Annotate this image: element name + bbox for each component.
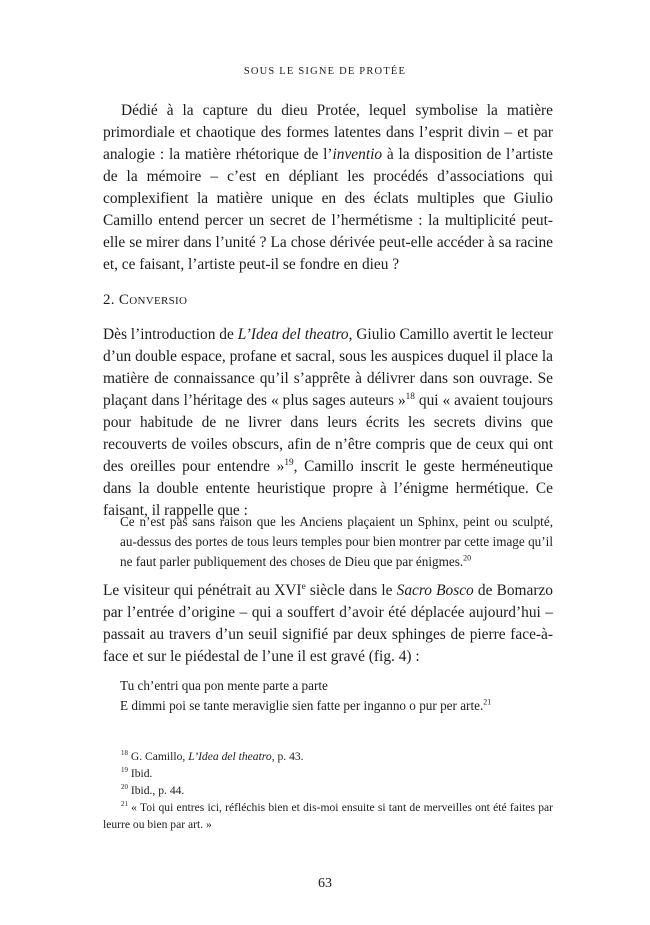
footnote-20: $^{20}$ Ibid., p. 44. (121, 783, 185, 797)
block-quote-sphinx: Ce n’est pas sans raison que les Anciens plaçaient un Sphinx, peint ou sculpté, au-dessus des portes de tous leurs temples pour bien montrer par cette image qu’il ne faut parler publiquement des choses de Dieu que par énigmes.$^{20}$ (120, 514, 553, 569)
footnote-ref-21: 21 (483, 697, 492, 707)
footnote-ref-19: 19 (284, 456, 294, 467)
footnote-ref-18: 18 (405, 390, 415, 401)
paragraph-conversio: Dès l’introduction de L’Idea del theatro, Giulio Camillo avertit le lecteur d’un double espace, profane et sacral, sous les auspices duquel il place la matière de connaissance qu’il s’apprête à délivrer dans son ouvrage. Se plaçant dans l’héritage des « plus sages auteurs »$^{18}$ qui « avaient toujours pour habitude de ne livrer dans leurs écrits les secrets divins que recouverts de voiles obscurs, afin de n’être compris que de ceux qui ont des oreilles pour entendre »$^{19}$, Camillo inscrit le geste herméneutique dans la double entente heuristique propre à l’énigme hermétique. Ce faisant, il rappelle que : (103, 326, 554, 519)
footnotes (103, 748, 553, 833)
section-heading: 2. Conversio (103, 292, 188, 308)
footnote-18: $^{18}$ G. Camillo, L’Idea del theatro, p. 43. (121, 749, 304, 763)
footnote-21: $^{21}$ « Toi qui entres ici, réfléchis bien et dis-moi ensuite si tant de merveilles ont été faites par leurre ou bien par art. » (103, 800, 553, 831)
footnote-ref-20: 20 (463, 553, 472, 563)
footnote-19: $^{19}$ Ibid. (121, 766, 153, 780)
paragraph-bomarzo: Le visiteur qui pénétrait au XVIe siècle dans le Sacro Bosco de Bomarzo par l’entrée d’origine – qui a souffert d’avoir été déplacée aujourd’hui – passait au travers d’un seuil signifié par deux sphinges de pierre face-à-face et sur le piédestal de l’une il est gravé (fig. 4) : (103, 580, 553, 665)
paragraph-intro: Dédié à la capture du dieu Protée, lequel symbolise la matière primordiale et chaotique des formes latentes dans l’esprit divin – et par analogie : la matière rhétorique de l’inventio à la disposition de l’artiste de la mémoire – c’est en dépliant les procédés d’associations qui complexifient la matière unique en des éclats multiples que Giulio Camillo entend percer un secret de l’hermétisme : la multiplicité peut-elle se mirer dans l’unité ? La chose dérivée peut-elle accéder à sa racine et, ce faisant, l’artiste peut-il se fondre en dieu ? (103, 102, 553, 273)
page-number: 63 (318, 876, 332, 891)
verse-quote: Tu ch’entri qua pon mente parte a parte E dimmi poi se tante meraviglie sien fatte per inganno o pur per arte.$^{21}$ (120, 678, 492, 713)
running-head: SOUS LE SIGNE DE PROTÉE (243, 66, 407, 77)
